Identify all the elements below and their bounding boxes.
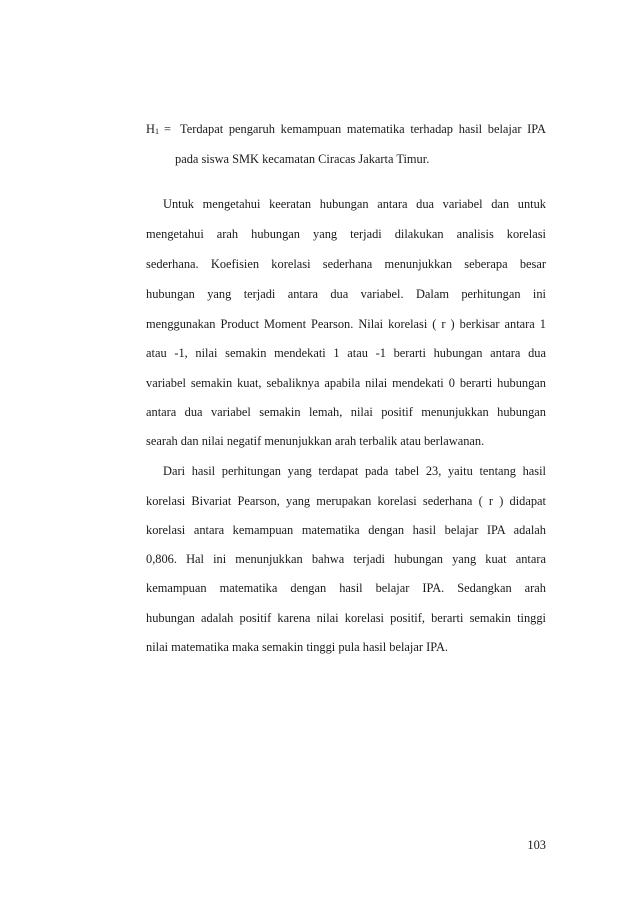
paragraph2-line-1: Dari hasil perhitungan yang terdapat pada tabel 23, yaitu tentang hasil (163, 464, 546, 478)
hypothesis-equals: = (164, 122, 171, 136)
paragraph1-line-9: searah dan nilai negatif menunjukkan arah terbalik atau berlawanan. (146, 434, 485, 448)
paragraph1-line-6: atau -1, nilai semakin mendekati 1 atau -1 berarti hubungan antara dua (146, 346, 546, 360)
hypothesis-line-1: Terdapat pengaruh kemampuan matematika terhadap hasil belajar IPA (180, 122, 546, 136)
paragraph2-line-7: nilai matematika maka semakin tinggi pula hasil belajar IPA. (146, 640, 449, 654)
paragraph2-line-5: kemampuan matematika dengan hasil belajar IPA. Sedangkan arah (146, 581, 546, 595)
hypothesis-subscript: 1 (154, 127, 159, 136)
paragraph2-line-3: korelasi antara kemampuan matematika dengan hasil belajar IPA adalah (146, 523, 546, 537)
paragraph1-line-2: mengetahui arah hubungan yang terjadi dilakukan analisis korelasi (146, 227, 546, 241)
hypothesis-letter: H (146, 122, 155, 136)
paragraph1-line-7: variabel semakin kuat, sebaliknya apabila nilai mendekati 0 berarti hubungan (146, 376, 546, 390)
paragraph1-line-5: menggunakan Product Moment Pearson. Nilai korelasi ( r ) berkisar antara 1 (146, 317, 546, 331)
paragraph1-line-4: hubungan yang terjadi antara dua variabel. Dalam perhitungan ini (146, 287, 546, 301)
paragraph1-line-8: antara dua variabel semakin lemah, nilai positif menunjukkan hubungan (146, 405, 546, 419)
paragraph1-line-3: sederhana. Koefisien korelasi sederhana menunjukkan seberapa besar (146, 257, 546, 271)
paragraph2-line-2: korelasi Bivariat Pearson, yang merupakan korelasi sederhana ( r ) didapat (146, 494, 546, 508)
hypothesis-label (146, 121, 159, 140)
page-number: 103 (527, 838, 546, 852)
hypothesis-line-2: pada siswa SMK kecamatan Ciracas Jakarta Timur. (175, 152, 430, 166)
paragraph1-line-1: Untuk mengetahui keeratan hubungan antara dua variabel dan untuk (163, 197, 546, 211)
paragraph2-line-4: 0,806. Hal ini menunjukkan bahwa terjadi hubungan yang kuat antara (146, 552, 546, 566)
paragraph2-line-6: hubungan adalah positif karena nilai korelasi positif, berarti semakin tinggi (146, 611, 546, 625)
